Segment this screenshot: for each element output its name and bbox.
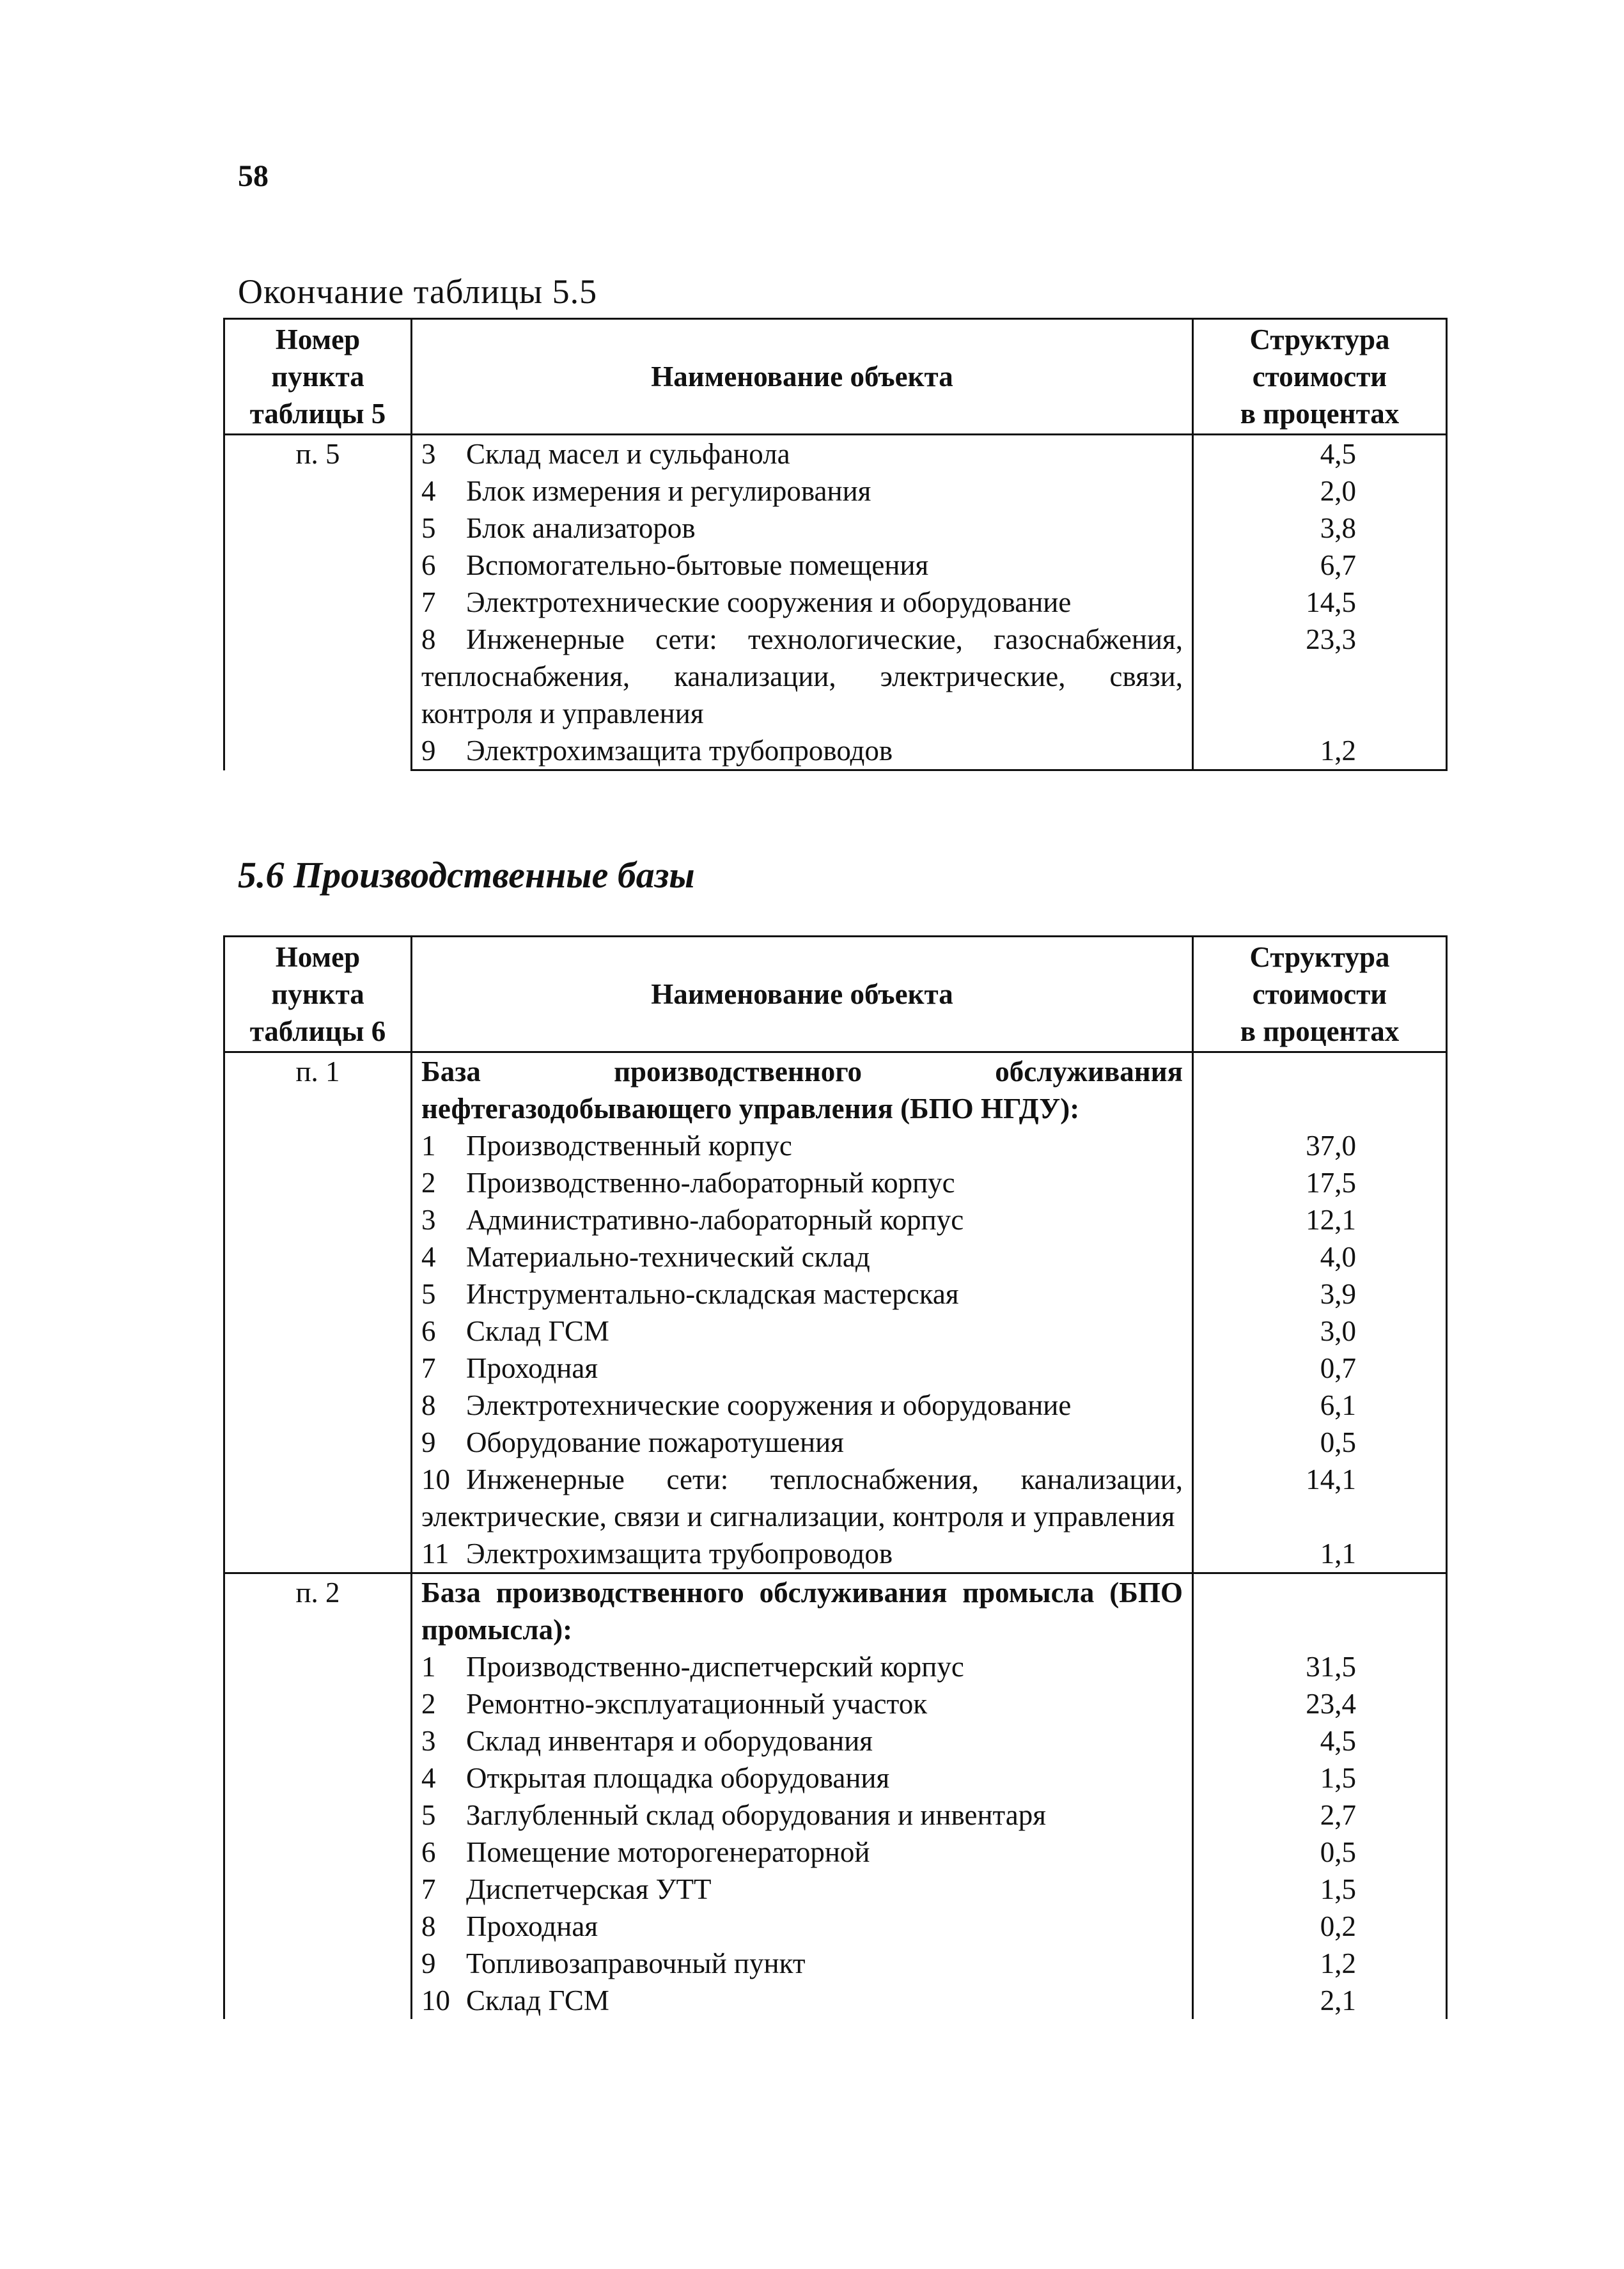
item-number-cell: п. 5 <box>224 435 412 770</box>
cost-share-value: 1,5 <box>1193 1871 1447 1908</box>
object-name: Административно-лабораторный корпус <box>466 1204 964 1236</box>
object-name-cell <box>412 1127 1193 1164</box>
row-index: 8 <box>421 1389 436 1421</box>
header-line: Структура <box>1249 324 1390 355</box>
row-index: 5 <box>421 512 436 544</box>
row-index: 6 <box>421 1315 436 1347</box>
page-number: 58 <box>238 159 269 193</box>
cost-share-value: 3,9 <box>1193 1275 1447 1313</box>
object-name-cell <box>412 1908 1193 1945</box>
group-title-cell <box>412 1573 1193 1649</box>
header-line: в процентах <box>1240 1015 1400 1047</box>
row-index: 9 <box>421 1947 436 1979</box>
group-title-row <box>224 1052 1447 1128</box>
object-name-cell <box>412 1648 1193 1685</box>
row-index: 1 <box>421 1130 436 1162</box>
row-index: 10 <box>421 1463 450 1495</box>
group-title-row <box>224 1573 1447 1649</box>
object-name-cell <box>412 1238 1193 1275</box>
object-name: Проходная <box>466 1910 598 1942</box>
object-name-cell <box>412 1461 1193 1535</box>
cost-share-value: 0,5 <box>1193 1424 1447 1461</box>
object-name-cell <box>412 1871 1193 1908</box>
table-header-row <box>224 319 1447 435</box>
cost-share-value: 4,0 <box>1193 1238 1447 1275</box>
object-name-cell <box>412 1313 1193 1350</box>
object-name-cell <box>412 547 1193 584</box>
header-item-number <box>224 937 412 1052</box>
object-name: Ремонтно-эксплуатационный участок <box>466 1688 928 1720</box>
cost-share-value: 1,2 <box>1193 1945 1447 1982</box>
row-index: 9 <box>421 735 436 767</box>
object-name-cell <box>412 584 1193 621</box>
object-name: Инструментально-складская мастерская <box>466 1278 959 1310</box>
cost-structure-table-5-6 <box>223 935 1448 2019</box>
cost-share-value: 3,8 <box>1193 510 1447 547</box>
cost-share-value: 23,3 <box>1193 621 1447 732</box>
object-name-cell <box>412 1722 1193 1759</box>
object-name: Открытая площадка оборудования <box>466 1762 890 1794</box>
item-number-cell: п. 2 <box>224 1573 412 2020</box>
header-line: стоимости <box>1252 361 1387 393</box>
row-index: 3 <box>421 1204 436 1236</box>
header-line: Номер <box>275 324 361 355</box>
object-name-cell <box>412 472 1193 510</box>
table-body <box>224 1052 1447 2020</box>
row-index: 7 <box>421 1352 436 1384</box>
row-index: 7 <box>421 1873 436 1905</box>
header-line: в процентах <box>1240 398 1400 430</box>
cost-share-value: 2,1 <box>1193 1982 1447 2019</box>
object-name-cell <box>412 1834 1193 1871</box>
object-name: Производственно-лабораторный корпус <box>466 1167 955 1199</box>
object-name: Электротехнические сооружения и оборудование <box>466 586 1072 618</box>
header-item-number <box>224 319 412 435</box>
object-name-cell <box>412 621 1193 732</box>
object-name-cell <box>412 510 1193 547</box>
header-object-name: Наименование объекта <box>412 937 1193 1052</box>
cost-share-value: 0,7 <box>1193 1350 1447 1387</box>
row-index: 1 <box>421 1651 436 1683</box>
table-caption: Окончание таблицы 5.5 <box>238 272 598 311</box>
cost-share-value: 14,5 <box>1193 584 1447 621</box>
cost-share-value: 14,1 <box>1193 1461 1447 1535</box>
row-index: 10 <box>421 1984 450 2016</box>
object-name: Склад инвентаря и оборудования <box>466 1725 873 1757</box>
row-index: 4 <box>421 1241 436 1273</box>
row-index: 8 <box>421 1910 436 1942</box>
row-index: 7 <box>421 586 436 618</box>
object-name: Склад масел и сульфанола <box>466 438 790 470</box>
cost-share-value: 2,7 <box>1193 1797 1447 1834</box>
object-name: Склад ГСМ <box>466 1984 609 2016</box>
object-name-cell <box>412 1535 1193 1573</box>
cost-share-value: 1,5 <box>1193 1759 1447 1797</box>
object-name-cell <box>412 1797 1193 1834</box>
object-name-cell <box>412 1945 1193 1982</box>
object-name: Электрохимзащита трубопроводов <box>466 1538 893 1570</box>
cost-share-value: 6,7 <box>1193 547 1447 584</box>
cost-share-value: 1,2 <box>1193 732 1447 770</box>
row-index: 2 <box>421 1688 436 1720</box>
object-name: Склад ГСМ <box>466 1315 609 1347</box>
header-line: таблицы 6 <box>249 1015 386 1047</box>
row-index: 5 <box>421 1278 436 1310</box>
object-name: Электрохимзащита трубопроводов <box>466 735 893 767</box>
cost-share-value: 4,5 <box>1193 435 1447 473</box>
object-name: Блок анализаторов <box>466 512 696 544</box>
group-title: База производственного обслуживания нефтегазодобывающего управления (БПО НГДУ): <box>421 1056 1183 1125</box>
object-name-cell <box>412 1982 1193 2019</box>
object-name: Инженерные сети: технологические, газоснабжения, теплоснабжения, канализации, электрические, связи, контроля и управления <box>421 623 1183 729</box>
group-title: База производственного обслуживания промысла (БПО промысла): <box>421 1577 1183 1646</box>
table-row <box>224 435 1447 473</box>
cost-share-value: 3,0 <box>1193 1313 1447 1350</box>
row-index: 2 <box>421 1167 436 1199</box>
row-index: 3 <box>421 1725 436 1757</box>
value-cell <box>1193 1052 1447 1128</box>
row-index: 9 <box>421 1426 436 1458</box>
object-name-cell <box>412 1275 1193 1313</box>
item-number-cell: п. 1 <box>224 1052 412 1573</box>
cost-share-value: 0,2 <box>1193 1908 1447 1945</box>
object-name-cell <box>412 732 1193 770</box>
object-name-cell <box>412 1201 1193 1238</box>
object-name: Оборудование пожаротушения <box>466 1426 844 1458</box>
cost-share-value: 1,1 <box>1193 1535 1447 1573</box>
table-body <box>224 435 1447 770</box>
object-name-cell <box>412 1685 1193 1722</box>
row-index: 11 <box>421 1538 449 1570</box>
cost-share-value: 23,4 <box>1193 1685 1447 1722</box>
object-name-cell <box>412 1387 1193 1424</box>
object-name: Электротехнические сооружения и оборудование <box>466 1389 1072 1421</box>
object-name: Диспетчерская УТТ <box>466 1873 712 1905</box>
object-name: Производственно-диспетчерский корпус <box>466 1651 964 1683</box>
header-line: Номер <box>275 941 361 973</box>
object-name: Материально-технический склад <box>466 1241 870 1273</box>
object-name-cell <box>412 1759 1193 1797</box>
header-line: пункта <box>271 978 364 1010</box>
row-index: 5 <box>421 1799 436 1831</box>
header-cost-structure <box>1193 319 1447 435</box>
object-name: Заглубленный склад оборудования и инвентаря <box>466 1799 1046 1831</box>
row-index: 4 <box>421 1762 436 1794</box>
cost-structure-table-5-5 <box>223 318 1448 771</box>
cost-share-value: 17,5 <box>1193 1164 1447 1201</box>
row-index: 6 <box>421 549 436 581</box>
object-name-cell <box>412 1424 1193 1461</box>
cost-share-value: 0,5 <box>1193 1834 1447 1871</box>
cost-share-value: 4,5 <box>1193 1722 1447 1759</box>
object-name: Производственный корпус <box>466 1130 792 1162</box>
object-name-cell <box>412 1350 1193 1387</box>
object-name: Вспомогательно-бытовые помещения <box>466 549 929 581</box>
value-cell <box>1193 1573 1447 1649</box>
row-index: 4 <box>421 475 436 507</box>
object-name-cell <box>412 435 1193 473</box>
header-line: стоимости <box>1252 978 1387 1010</box>
header-line: пункта <box>271 361 364 393</box>
object-name: Проходная <box>466 1352 598 1384</box>
object-name: Топливозаправочный пункт <box>466 1947 806 1979</box>
cost-share-value: 2,0 <box>1193 472 1447 510</box>
cost-share-value: 6,1 <box>1193 1387 1447 1424</box>
object-name: Инженерные сети: теплоснабжения, канализации, электрические, связи и сигнализации, контроля и управления <box>421 1463 1183 1532</box>
object-name: Блок измерения и регулирования <box>466 475 871 507</box>
header-line: Структура <box>1249 941 1390 973</box>
header-line: таблицы 5 <box>249 398 386 430</box>
header-cost-structure <box>1193 937 1447 1052</box>
object-name-cell <box>412 1164 1193 1201</box>
section-heading: 5.6 Производственные базы <box>238 854 695 896</box>
row-index: 6 <box>421 1836 436 1868</box>
table-header-row <box>224 937 1447 1052</box>
cost-share-value: 31,5 <box>1193 1648 1447 1685</box>
header-object-name: Наименование объекта <box>412 319 1193 435</box>
row-index: 3 <box>421 438 436 470</box>
object-name: Помещение моторогенераторной <box>466 1836 870 1868</box>
row-index: 8 <box>421 623 436 655</box>
cost-share-value: 12,1 <box>1193 1201 1447 1238</box>
group-title-cell <box>412 1052 1193 1128</box>
cost-share-value: 37,0 <box>1193 1127 1447 1164</box>
